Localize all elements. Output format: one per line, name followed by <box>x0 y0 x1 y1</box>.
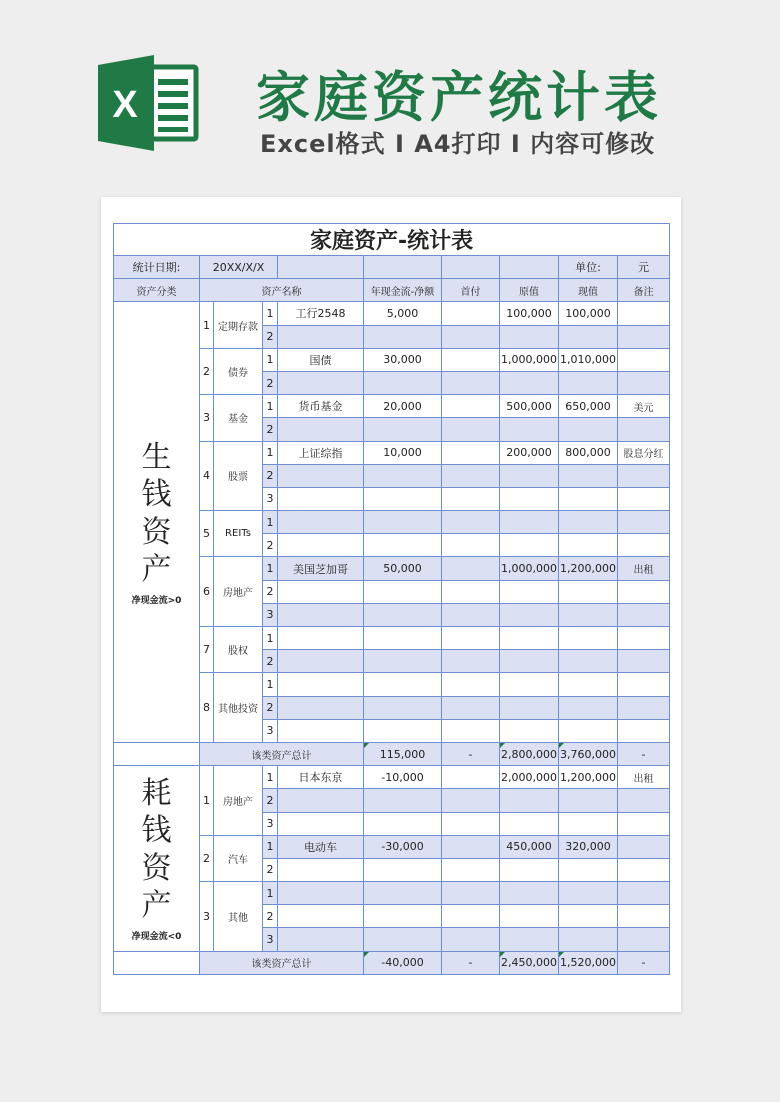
group-name: 债券 <box>214 348 263 394</box>
down-payment-cell[interactable] <box>442 858 500 881</box>
cashflow-cell[interactable] <box>364 487 442 510</box>
header-down-payment: 首付 <box>442 279 500 302</box>
row-number: 2 <box>263 534 278 557</box>
original-value-cell[interactable] <box>500 511 559 534</box>
cashflow-cell[interactable] <box>364 882 442 905</box>
current-value-cell[interactable] <box>559 511 618 534</box>
row-number: 3 <box>263 603 278 626</box>
asset-name-cell[interactable]: 电动车 <box>278 835 364 858</box>
asset-name-cell[interactable] <box>278 858 364 881</box>
current-value-cell[interactable] <box>559 928 618 951</box>
consuming-title-char: 资 <box>141 850 172 886</box>
note-cell[interactable]: 股息分红 <box>618 441 670 464</box>
header-current-value: 现值 <box>559 279 618 302</box>
cashflow-cell[interactable]: -10,000 <box>364 766 442 789</box>
group-name: REITs <box>214 511 263 557</box>
group-number: 4 <box>200 441 214 511</box>
original-value-cell[interactable] <box>500 464 559 487</box>
down-payment-cell[interactable] <box>442 487 500 510</box>
row-number: 3 <box>263 812 278 835</box>
original-value-cell[interactable]: 1,000,000 <box>500 348 559 371</box>
date-label: 统计日期: <box>114 256 200 279</box>
note-cell[interactable] <box>618 418 670 441</box>
group-number: 8 <box>200 673 214 743</box>
original-value-cell[interactable] <box>500 858 559 881</box>
header-category: 资产分类 <box>114 279 200 302</box>
asset-name-cell[interactable] <box>278 719 364 742</box>
original-value-cell[interactable] <box>500 812 559 835</box>
cashflow-cell[interactable] <box>364 325 442 348</box>
row-number: 1 <box>263 627 278 650</box>
asset-table <box>113 223 670 975</box>
total-label: 该类资产总计 <box>200 951 364 974</box>
cashflow-cell[interactable] <box>364 905 442 928</box>
group-name: 股权 <box>214 627 263 673</box>
note-cell[interactable] <box>618 789 670 812</box>
original-value-cell[interactable]: 100,000 <box>500 302 559 325</box>
row-number: 1 <box>263 348 278 371</box>
group-number: 6 <box>200 557 214 627</box>
down-payment-cell[interactable] <box>442 673 500 696</box>
productive-cashflow-note: 净现金流>0 <box>131 595 182 606</box>
asset-name-cell[interactable] <box>278 487 364 510</box>
total-current-value[interactable]: 1,520,000 <box>559 951 618 974</box>
consuming-total-row <box>114 951 670 974</box>
current-value-cell[interactable]: 800,000 <box>559 441 618 464</box>
asset-name-cell[interactable]: 上证综指 <box>278 441 364 464</box>
group-name: 股票 <box>214 441 263 511</box>
cashflow-cell[interactable]: 50,000 <box>364 557 442 580</box>
down-payment-cell[interactable] <box>442 627 500 650</box>
down-payment-cell[interactable] <box>442 580 500 603</box>
cashflow-cell[interactable] <box>364 464 442 487</box>
down-payment-cell[interactable] <box>442 696 500 719</box>
asset-name-cell[interactable] <box>278 696 364 719</box>
note-cell[interactable]: 出租 <box>618 766 670 789</box>
excel-icon <box>98 55 200 151</box>
asset-name-cell[interactable]: 日本东京 <box>278 766 364 789</box>
cashflow-cell[interactable] <box>364 627 442 650</box>
row-number: 3 <box>263 719 278 742</box>
asset-name-cell[interactable] <box>278 905 364 928</box>
row-number: 2 <box>263 696 278 719</box>
current-value-cell[interactable]: 100,000 <box>559 302 618 325</box>
asset-name-cell[interactable] <box>278 325 364 348</box>
note-cell[interactable] <box>618 603 670 626</box>
asset-name-cell[interactable]: 货币基金 <box>278 395 364 418</box>
note-cell[interactable] <box>618 580 670 603</box>
productive-category-cell <box>114 302 200 743</box>
down-payment-cell[interactable] <box>442 766 500 789</box>
row-number: 1 <box>263 882 278 905</box>
productive-title-char: 钱 <box>141 477 172 513</box>
current-value-cell[interactable] <box>559 858 618 881</box>
original-value-cell[interactable] <box>500 627 559 650</box>
current-value-cell[interactable] <box>559 534 618 557</box>
row-number: 2 <box>263 580 278 603</box>
note-cell[interactable] <box>618 673 670 696</box>
row-number: 3 <box>263 487 278 510</box>
row-number: 1 <box>263 557 278 580</box>
row-number: 1 <box>263 395 278 418</box>
note-cell[interactable] <box>618 627 670 650</box>
cashflow-cell[interactable] <box>364 511 442 534</box>
current-value-cell[interactable]: 1,200,000 <box>559 557 618 580</box>
note-cell[interactable]: 美元 <box>618 395 670 418</box>
down-payment-cell[interactable] <box>442 371 500 394</box>
cashflow-cell[interactable]: 20,000 <box>364 395 442 418</box>
original-value-cell[interactable] <box>500 325 559 348</box>
down-payment-cell[interactable] <box>442 534 500 557</box>
header-row <box>114 279 670 302</box>
cashflow-cell[interactable] <box>364 580 442 603</box>
current-value-cell[interactable] <box>559 580 618 603</box>
down-payment-cell[interactable] <box>442 418 500 441</box>
original-value-cell[interactable]: 500,000 <box>500 395 559 418</box>
down-payment-cell[interactable] <box>442 835 500 858</box>
total-cashflow[interactable]: -40,000 <box>364 951 442 974</box>
cashflow-cell[interactable]: 30,000 <box>364 348 442 371</box>
original-value-cell[interactable] <box>500 371 559 394</box>
current-value-cell[interactable] <box>559 603 618 626</box>
current-value-cell[interactable] <box>559 487 618 510</box>
unit-label: 单位: <box>559 256 618 279</box>
asset-name-cell[interactable]: 工行2548 <box>278 302 364 325</box>
current-value-cell[interactable] <box>559 371 618 394</box>
note-cell[interactable] <box>618 464 670 487</box>
header-cashflow: 年现金流-净额 <box>364 279 442 302</box>
current-value-cell[interactable] <box>559 650 618 673</box>
down-payment-cell[interactable] <box>442 650 500 673</box>
asset-name-cell[interactable] <box>278 650 364 673</box>
note-cell[interactable] <box>618 348 670 371</box>
asset-name-cell[interactable] <box>278 580 364 603</box>
current-value-cell[interactable] <box>559 905 618 928</box>
table-row <box>114 302 670 325</box>
note-cell[interactable] <box>618 696 670 719</box>
cashflow-cell[interactable] <box>364 696 442 719</box>
current-value-cell[interactable]: 1,200,000 <box>559 766 618 789</box>
down-payment-cell[interactable] <box>442 905 500 928</box>
cashflow-cell[interactable] <box>364 812 442 835</box>
asset-name-cell[interactable] <box>278 789 364 812</box>
current-value-cell[interactable] <box>559 673 618 696</box>
consuming-category-cell <box>114 766 200 952</box>
current-value-cell[interactable] <box>559 719 618 742</box>
original-value-cell[interactable] <box>500 696 559 719</box>
row-number: 1 <box>263 673 278 696</box>
total-down-payment[interactable]: - <box>442 951 500 974</box>
asset-name-cell[interactable]: 美国芝加哥 <box>278 557 364 580</box>
current-value-cell[interactable] <box>559 464 618 487</box>
group-name: 其他投资 <box>214 673 263 743</box>
cashflow-cell[interactable] <box>364 719 442 742</box>
down-payment-cell[interactable] <box>442 348 500 371</box>
asset-name-cell[interactable] <box>278 673 364 696</box>
cashflow-cell[interactable] <box>364 418 442 441</box>
original-value-cell[interactable] <box>500 673 559 696</box>
group-name: 其他 <box>214 882 263 952</box>
original-value-cell[interactable] <box>500 418 559 441</box>
row-number: 2 <box>263 789 278 812</box>
row-number: 3 <box>263 928 278 951</box>
sheet-title: 家庭资产-统计表 <box>114 224 670 256</box>
note-cell[interactable] <box>618 302 670 325</box>
note-cell[interactable] <box>618 511 670 534</box>
original-value-cell[interactable] <box>500 905 559 928</box>
group-number: 1 <box>200 766 214 836</box>
original-value-cell[interactable]: 2,000,000 <box>500 766 559 789</box>
original-value-cell[interactable] <box>500 534 559 557</box>
total-note[interactable]: - <box>618 951 670 974</box>
cashflow-cell[interactable] <box>364 858 442 881</box>
total-original-value[interactable]: 2,450,000 <box>500 951 559 974</box>
row-number: 2 <box>263 325 278 348</box>
down-payment-cell[interactable] <box>442 882 500 905</box>
asset-name-cell[interactable] <box>278 603 364 626</box>
original-value-cell[interactable]: 1,000,000 <box>500 557 559 580</box>
current-value-cell[interactable] <box>559 418 618 441</box>
row-number: 2 <box>263 464 278 487</box>
total-cashflow[interactable]: 115,000 <box>364 742 442 765</box>
group-number: 5 <box>200 511 214 557</box>
current-value-cell[interactable] <box>559 696 618 719</box>
total-original-value[interactable]: 2,800,000 <box>500 742 559 765</box>
productive-title-char: 生 <box>141 439 172 475</box>
cashflow-cell[interactable] <box>364 371 442 394</box>
current-value-cell[interactable] <box>559 812 618 835</box>
spreadsheet-page <box>101 197 681 1012</box>
down-payment-cell[interactable] <box>442 719 500 742</box>
asset-name-cell[interactable] <box>278 418 364 441</box>
original-value-cell[interactable]: 450,000 <box>500 835 559 858</box>
date-value[interactable]: 20XX/X/X <box>200 256 278 279</box>
row-number: 1 <box>263 302 278 325</box>
productive-title-char: 资 <box>141 514 172 550</box>
note-cell[interactable] <box>618 812 670 835</box>
note-cell[interactable] <box>618 534 670 557</box>
cashflow-cell[interactable]: 5,000 <box>364 302 442 325</box>
cashflow-cell[interactable] <box>364 534 442 557</box>
note-cell[interactable] <box>618 835 670 858</box>
down-payment-cell[interactable] <box>442 464 500 487</box>
current-value-cell[interactable] <box>559 789 618 812</box>
total-down-payment[interactable]: - <box>442 742 500 765</box>
group-number: 2 <box>200 348 214 394</box>
group-number: 3 <box>200 882 214 952</box>
original-value-cell[interactable]: 200,000 <box>500 441 559 464</box>
row-number: 2 <box>263 650 278 673</box>
down-payment-cell[interactable] <box>442 812 500 835</box>
cashflow-cell[interactable]: 10,000 <box>364 441 442 464</box>
excel-logo-letter: X <box>112 84 138 126</box>
unit-value[interactable]: 元 <box>618 256 670 279</box>
cashflow-cell[interactable]: -30,000 <box>364 835 442 858</box>
group-name: 房地产 <box>214 557 263 627</box>
header-original-value: 原值 <box>500 279 559 302</box>
down-payment-cell[interactable] <box>442 557 500 580</box>
meta-row <box>114 256 670 279</box>
group-name: 房地产 <box>214 766 263 836</box>
cashflow-cell[interactable] <box>364 789 442 812</box>
header-note: 备注 <box>618 279 670 302</box>
total-current-value[interactable]: 3,760,000 <box>559 742 618 765</box>
group-number: 7 <box>200 627 214 673</box>
asset-name-cell[interactable] <box>278 511 364 534</box>
down-payment-cell[interactable] <box>442 511 500 534</box>
asset-name-cell[interactable] <box>278 928 364 951</box>
asset-name-cell[interactable] <box>278 882 364 905</box>
row-number: 1 <box>263 766 278 789</box>
note-cell[interactable] <box>618 371 670 394</box>
down-payment-cell[interactable] <box>442 302 500 325</box>
note-cell[interactable] <box>618 905 670 928</box>
down-payment-cell[interactable] <box>442 928 500 951</box>
consuming-title-char: 产 <box>141 888 172 924</box>
original-value-cell[interactable] <box>500 580 559 603</box>
original-value-cell[interactable] <box>500 928 559 951</box>
cashflow-cell[interactable] <box>364 673 442 696</box>
row-number: 2 <box>263 371 278 394</box>
asset-name-cell[interactable] <box>278 627 364 650</box>
consuming-cashflow-note: 净现金流<0 <box>131 931 182 942</box>
cashflow-cell[interactable] <box>364 603 442 626</box>
current-value-cell[interactable]: 320,000 <box>559 835 618 858</box>
note-cell[interactable]: 出租 <box>618 557 670 580</box>
original-value-cell[interactable] <box>500 882 559 905</box>
current-value-cell[interactable]: 650,000 <box>559 395 618 418</box>
consuming-title-char: 耗 <box>141 775 172 811</box>
row-number: 1 <box>263 835 278 858</box>
note-cell[interactable] <box>618 650 670 673</box>
current-value-cell[interactable]: 1,010,000 <box>559 348 618 371</box>
asset-name-cell[interactable] <box>278 534 364 557</box>
row-number: 2 <box>263 858 278 881</box>
down-payment-cell[interactable] <box>442 395 500 418</box>
current-value-cell[interactable] <box>559 325 618 348</box>
group-name: 汽车 <box>214 835 263 881</box>
total-note[interactable]: - <box>618 742 670 765</box>
row-number: 1 <box>263 441 278 464</box>
group-name: 定期存款 <box>214 302 263 348</box>
original-value-cell[interactable] <box>500 789 559 812</box>
asset-name-cell[interactable]: 国债 <box>278 348 364 371</box>
note-cell[interactable] <box>618 325 670 348</box>
group-number: 1 <box>200 302 214 348</box>
down-payment-cell[interactable] <box>442 441 500 464</box>
cashflow-cell[interactable] <box>364 650 442 673</box>
row-number: 2 <box>263 418 278 441</box>
row-number: 1 <box>263 511 278 534</box>
note-cell[interactable] <box>618 487 670 510</box>
asset-name-cell[interactable] <box>278 812 364 835</box>
original-value-cell[interactable] <box>500 719 559 742</box>
group-number: 3 <box>200 395 214 441</box>
table-row <box>114 766 670 789</box>
page-title: 家庭资产统计表 <box>256 66 662 129</box>
current-value-cell[interactable] <box>559 882 618 905</box>
asset-name-cell[interactable] <box>278 464 364 487</box>
group-number: 2 <box>200 835 214 881</box>
original-value-cell[interactable] <box>500 603 559 626</box>
page-subtitle: Excel格式 Ⅰ A4打印 Ⅰ 内容可修改 <box>260 130 656 158</box>
note-cell[interactable] <box>618 719 670 742</box>
total-label: 该类资产总计 <box>200 742 364 765</box>
original-value-cell[interactable] <box>500 650 559 673</box>
original-value-cell[interactable] <box>500 487 559 510</box>
down-payment-cell[interactable] <box>442 603 500 626</box>
group-name: 基金 <box>214 395 263 441</box>
down-payment-cell[interactable] <box>442 325 500 348</box>
note-cell[interactable] <box>618 858 670 881</box>
note-cell[interactable] <box>618 928 670 951</box>
productive-title-char: 产 <box>141 552 172 588</box>
banner <box>0 0 780 195</box>
productive-total-row <box>114 742 670 765</box>
header-name: 资产名称 <box>200 279 364 302</box>
asset-name-cell[interactable] <box>278 371 364 394</box>
row-number: 2 <box>263 905 278 928</box>
consuming-title-char: 钱 <box>141 813 172 849</box>
current-value-cell[interactable] <box>559 627 618 650</box>
down-payment-cell[interactable] <box>442 789 500 812</box>
cashflow-cell[interactable] <box>364 928 442 951</box>
note-cell[interactable] <box>618 882 670 905</box>
